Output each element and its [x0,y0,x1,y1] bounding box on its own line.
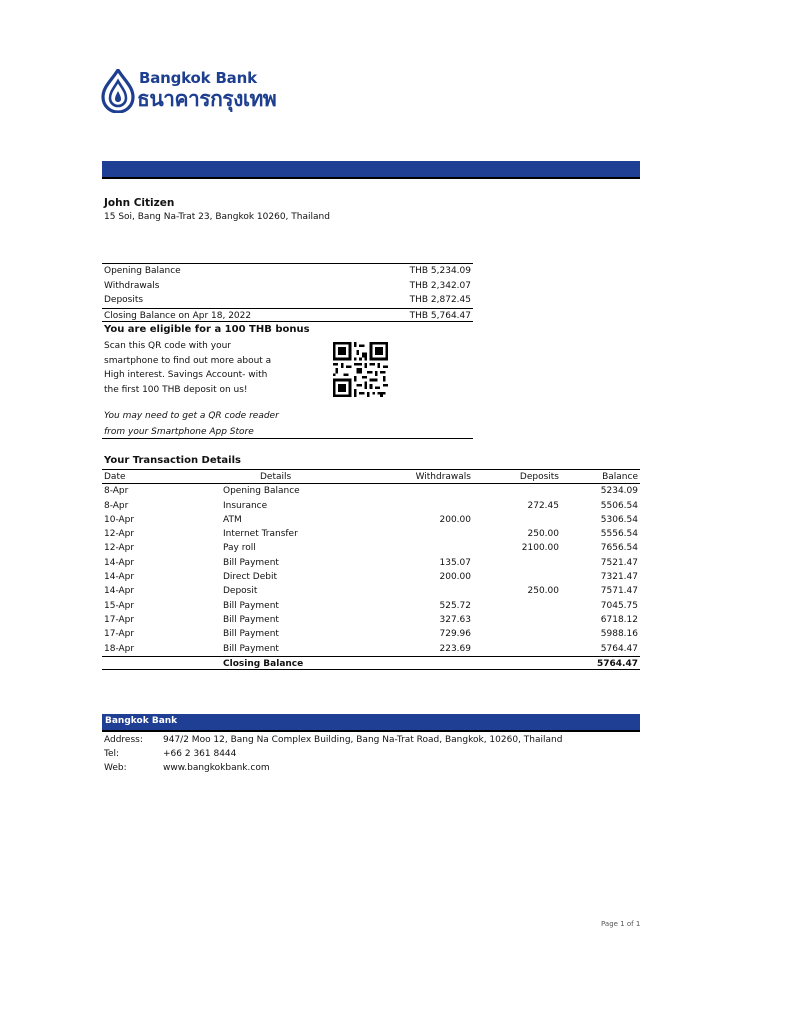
summary-value: THB 5,764.47 [409,310,471,321]
row-balance: 5234.09 [600,486,638,497]
bank-name-english: Bangkok Bank [139,69,257,87]
row-withdrawal: 525.72 [439,600,471,611]
row-details: Direct Debit [223,572,278,583]
summary-row-opening [102,264,473,279]
summary-row-withdrawals [102,279,473,294]
tel-label: Tel: [104,749,120,759]
row-details: Bill Payment [223,557,279,568]
promo-line: smartphone to find out more about a [104,355,272,366]
balance-summary [102,263,473,322]
summary-row-deposits [102,293,473,308]
summary-value: THB 5,234.09 [409,266,471,276]
table-row [102,499,640,513]
row-details: Opening Balance [223,486,300,497]
row-balance: 5556.54 [600,529,638,540]
promo-line: the first 100 THB deposit on us! [104,384,248,395]
row-balance: 5764.47 [600,643,638,654]
row-date: 8-Apr [104,486,129,497]
promo-note [104,409,304,440]
row-date: 8-Apr [104,500,129,511]
promo-line: High interest. Savings Account- with [104,370,268,381]
bank-logo-icon [101,69,135,113]
promo-divider [102,438,473,439]
page-number: Page 1 of 1 [601,920,641,928]
closing-label: Closing Balance [223,658,304,669]
row-details: ATM [223,514,242,525]
row-balance: 5988.16 [600,629,638,640]
row-balance: 7045.75 [600,600,638,611]
bank-info-title: Bangkok Bank [105,716,178,726]
table-row [102,541,640,555]
row-date: 10-Apr [104,514,135,525]
transactions-title: Your Transaction Details [104,455,241,466]
customer-address: 15 Soi, Bang Na-Trat 23, Bangkok 10260, Thailand [104,212,330,222]
table-row [102,527,640,541]
transactions-table [102,469,640,670]
row-balance: 7321.47 [600,572,638,583]
row-deposit: 2100.00 [521,543,559,554]
promo-line: Scan this QR code with your [104,341,231,351]
summary-row-closing [102,308,473,323]
table-row [102,599,640,613]
table-row [102,513,640,527]
table-row [102,627,640,641]
header-band [102,161,640,179]
row-withdrawal: 729.96 [439,629,471,640]
qr-code-icon [332,342,389,397]
table-row [102,642,640,656]
row-date: 14-Apr [104,572,135,583]
row-withdrawal: 327.63 [439,614,471,625]
row-balance: 7656.54 [600,543,638,554]
row-date: 12-Apr [104,543,135,554]
row-date: 12-Apr [104,529,135,540]
promo-note-line: You may need to get a QR code reader [104,411,279,421]
table-header [102,470,640,484]
row-date: 17-Apr [104,614,135,625]
row-deposit: 250.00 [527,529,559,540]
summary-label: Opening Balance [104,266,181,276]
closing-value: 5764.47 [597,658,638,669]
promo-text [104,339,289,397]
promo-title: You are eligible for a 100 THB bonus [104,324,310,335]
customer-name: John Citizen [104,197,175,209]
row-withdrawal: 200.00 [439,572,471,583]
row-date: 14-Apr [104,557,135,568]
row-balance: 5506.54 [600,500,638,511]
row-deposit: 272.45 [527,500,559,511]
bank-logo [101,69,331,117]
row-details: Bill Payment [223,600,279,611]
table-row [102,584,640,598]
closing-balance-row [102,656,640,670]
row-details: Insurance [223,500,268,511]
summary-label: Withdrawals [104,280,160,291]
row-date: 17-Apr [104,629,135,640]
summary-label: Deposits [104,295,144,305]
row-date: 18-Apr [104,643,135,654]
summary-value: THB 2,342.07 [409,280,471,291]
table-row [102,556,640,570]
row-date: 14-Apr [104,586,135,597]
row-details: Deposit [223,586,258,597]
row-withdrawal: 135.07 [439,557,471,568]
summary-label: Closing Balance on Apr 18, 2022 [104,310,252,321]
header-deposits: Deposits [519,472,559,482]
row-details: Pay roll [223,543,256,554]
row-details: Bill Payment [223,614,279,625]
row-details: Bill Payment [223,643,279,654]
row-balance: 5306.54 [600,514,638,525]
promo-note-line: from your Smartphone App Store [104,426,254,437]
table-row [102,570,640,584]
web-label: Web: [104,763,127,773]
header-details: Details [260,472,292,482]
row-balance: 7571.47 [600,586,638,597]
bank-info-band [102,714,640,732]
address-label: Address: [104,735,143,745]
header-balance: Balance [602,472,638,482]
summary-value: THB 2,872.45 [409,295,471,305]
header-withdrawals: Withdrawals [415,472,471,482]
table-row [102,484,640,498]
row-details: Bill Payment [223,629,279,640]
row-date: 15-Apr [104,600,135,611]
table-row [102,613,640,627]
bank-web: www.bangkokbank.com [163,763,270,773]
row-details: Internet Transfer [223,529,298,540]
header-date: Date [104,472,126,482]
bank-tel: +66 2 361 8444 [163,749,237,759]
row-balance: 6718.12 [600,614,638,625]
row-withdrawal: 223.69 [439,643,471,654]
bank-address: 947/2 Moo 12, Bang Na Complex Building, Bang Na-Trat Road, Bangkok, 10260, Thailand [163,735,563,745]
bank-name-thai: ธนาคารกรุงเทพ [137,87,277,111]
row-balance: 7521.47 [600,557,638,568]
row-withdrawal: 200.00 [439,514,471,525]
row-deposit: 250.00 [527,586,559,597]
